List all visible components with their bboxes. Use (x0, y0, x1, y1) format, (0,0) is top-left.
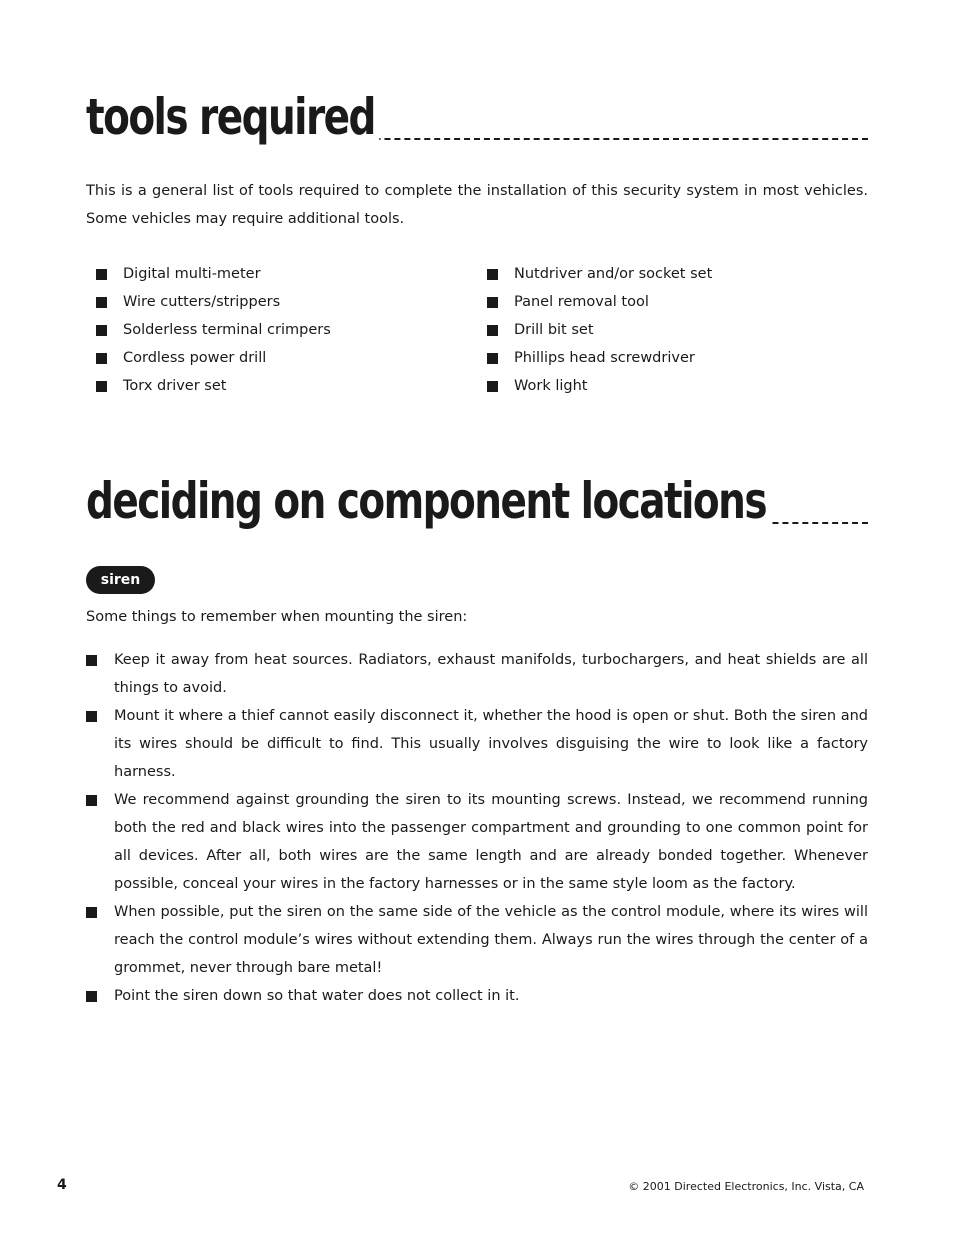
siren-tip-text: Mount it where a thief cannot easily disconnect it, whether the hood is open or shut. Both the siren and its wires should be difficult to find. This usually involves disguising the wire to look like a factory harness. (114, 708, 868, 780)
list-item (86, 646, 868, 702)
siren-tip-text: When possible, put the siren on the same side of the vehicle as the control module, where its wires will reach the control module’s wires without extending them. Always run the wires through the center of a grommet, never through bare metal! (114, 904, 868, 976)
tool-label: Cordless power drill (123, 350, 267, 366)
page-number: 4 (57, 1177, 67, 1193)
list-item (96, 372, 331, 400)
square-bullet-icon (96, 297, 107, 308)
intro-paragraph: This is a general list of tools required to complete the installation of this security system in most vehicles. Some vehicles may require additional tools. (86, 183, 868, 227)
list-item (487, 316, 712, 344)
square-bullet-icon (86, 907, 97, 918)
square-bullet-icon (86, 711, 97, 722)
square-bullet-icon (96, 353, 107, 364)
component-locations-heading: deciding on component locations (86, 476, 771, 526)
list-item (96, 316, 331, 344)
square-bullet-icon (86, 991, 97, 1002)
siren-tips-list (86, 646, 868, 1010)
tool-label: Wire cutters/strippers (123, 294, 281, 310)
square-bullet-icon (86, 655, 97, 666)
square-bullet-icon (487, 325, 498, 336)
list-item (487, 260, 712, 288)
list-item (86, 702, 868, 786)
list-item (487, 372, 712, 400)
tool-label: Torx driver set (123, 378, 227, 394)
siren-tip-text: Point the siren down so that water does not collect in it. (114, 988, 520, 1004)
section-title-deciding (86, 460, 868, 530)
tool-label: Phillips head screwdriver (514, 350, 695, 366)
tools-list-right (487, 260, 712, 400)
copyright-notice: © 2001 Directed Electronics, Inc. Vista, CA (628, 1180, 864, 1193)
siren-tip-text: We recommend against grounding the siren to its mounting screws. Instead, we recommend running both the red and black wires into the passenger compartment and grounding to one common point for all devices. After all, both wires are the same length and are already bonded together. Whenever possible, conceal your wires in the factory harnesses or in the same style loom as the factory. (114, 792, 868, 892)
list-item (86, 786, 868, 898)
siren-intro-paragraph: Some things to remember when mounting the siren: (86, 609, 468, 625)
list-item (96, 260, 331, 288)
list-item (487, 288, 712, 316)
square-bullet-icon (96, 381, 107, 392)
square-bullet-icon (487, 381, 498, 392)
section-title-tools (86, 76, 868, 146)
tool-label: Digital multi-meter (123, 266, 261, 282)
square-bullet-icon (96, 269, 107, 280)
list-item (86, 982, 868, 1010)
tool-label: Nutdriver and/or socket set (514, 266, 713, 282)
square-bullet-icon (96, 325, 107, 336)
siren-tip-text: Keep it away from heat sources. Radiators, exhaust manifolds, turbochargers, and heat shields are all things to avoid. (114, 652, 868, 696)
tool-label: Solderless terminal crimpers (123, 322, 331, 338)
tool-label: Work light (514, 378, 588, 394)
tools-required-heading: tools required (86, 92, 380, 142)
square-bullet-icon (487, 353, 498, 364)
list-item (96, 288, 331, 316)
tool-label: Drill bit set (514, 322, 594, 338)
list-item (487, 344, 712, 372)
tool-label: Panel removal tool (514, 294, 649, 310)
tools-list-left (96, 260, 331, 400)
square-bullet-icon (86, 795, 97, 806)
list-item (96, 344, 331, 372)
siren-tag: siren (86, 566, 155, 594)
square-bullet-icon (487, 297, 498, 308)
list-item (86, 898, 868, 982)
square-bullet-icon (487, 269, 498, 280)
